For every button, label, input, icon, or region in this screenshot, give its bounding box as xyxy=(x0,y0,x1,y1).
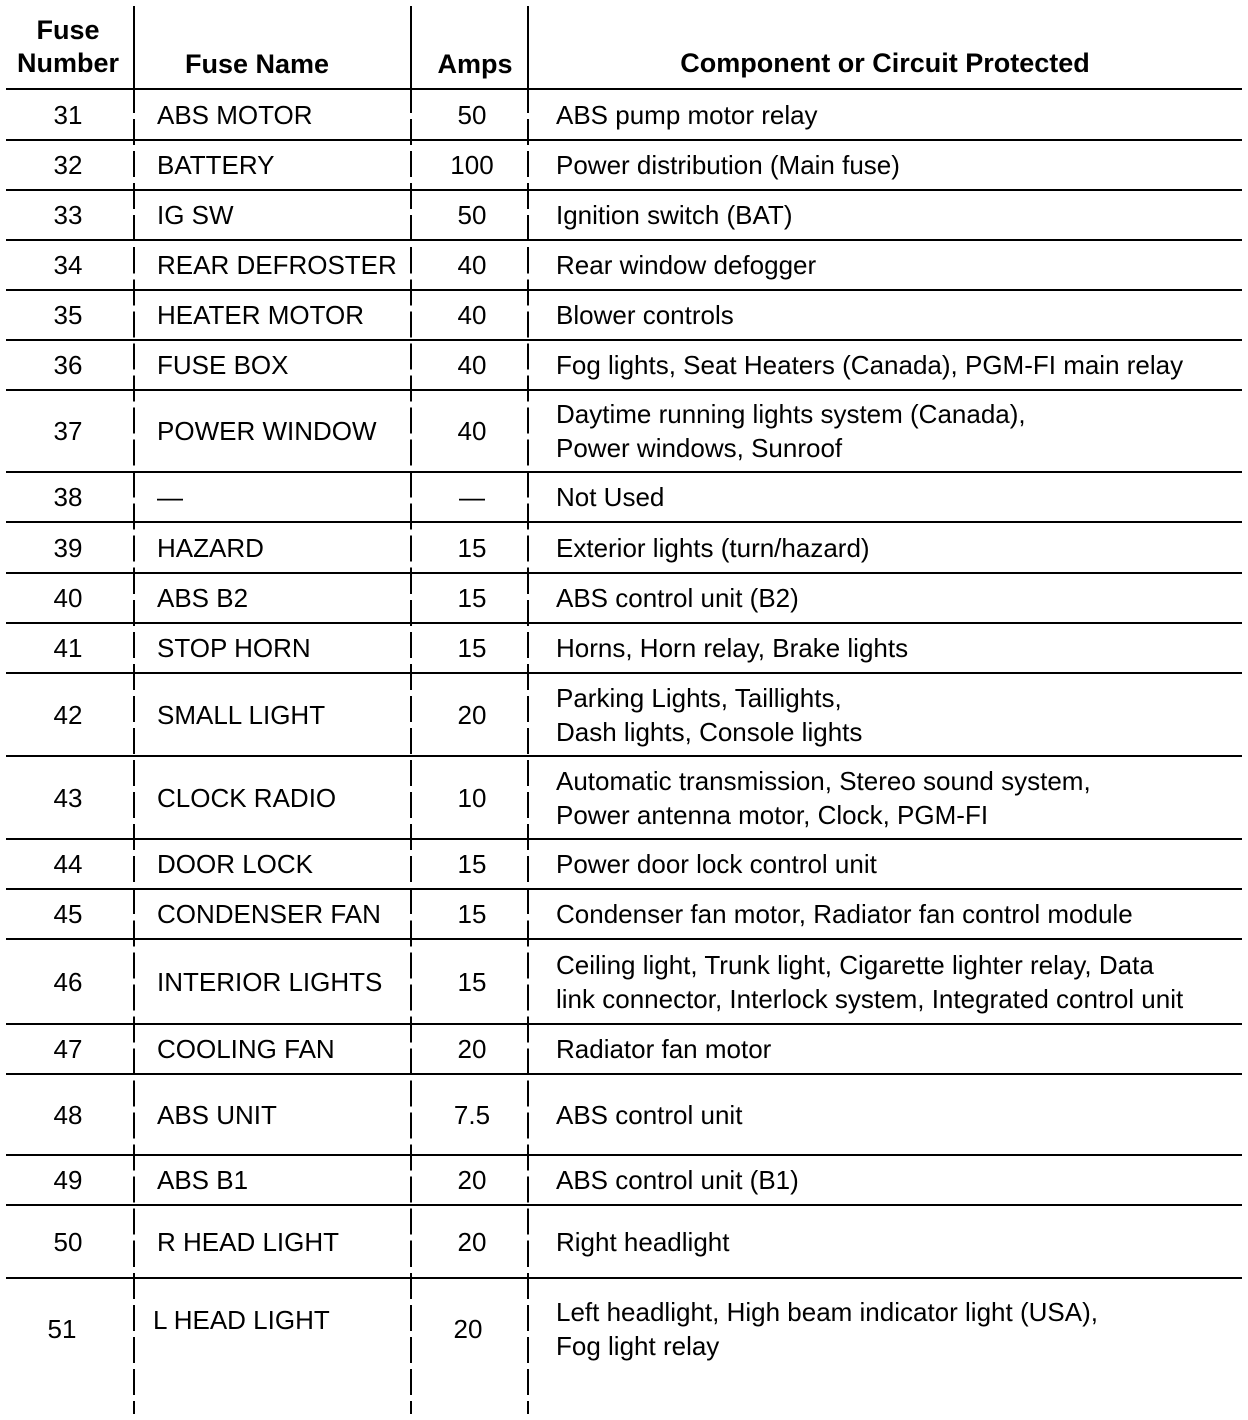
fuse-amps: 100 xyxy=(450,150,494,180)
component-line: ABS pump motor relay xyxy=(556,99,818,130)
fuse-name: IG SW xyxy=(157,200,234,230)
component-line: Exterior lights (turn/hazard) xyxy=(556,532,870,563)
fuse-number: 50 xyxy=(53,1226,83,1257)
table-row xyxy=(0,523,1248,572)
header-component-text: Component or Circuit Protected xyxy=(680,48,1090,78)
table-row xyxy=(0,1206,1248,1277)
table-row xyxy=(0,90,1248,139)
fuse-component xyxy=(556,840,1236,888)
component-line: Rear window defogger xyxy=(556,250,817,280)
component-line: Condenser fan motor, Radiator fan control module xyxy=(556,899,1133,929)
fuse-component xyxy=(556,90,1236,139)
fuse-amps: 15 xyxy=(457,583,487,613)
component-line: Daytime running lights system (Canada), xyxy=(556,399,1026,429)
table-row xyxy=(0,391,1248,471)
fuse-number: 40 xyxy=(53,583,83,613)
fuse-component xyxy=(556,890,1236,938)
component-line: Ceiling light, Trunk light, Cigarette lighter relay, Data xyxy=(556,949,1154,980)
fuse-component xyxy=(556,674,1236,755)
fuse-component xyxy=(556,1025,1236,1073)
fuse-amps: 50 xyxy=(457,99,487,130)
component-line: ABS control unit (B2) xyxy=(556,583,799,613)
fuse-name: — xyxy=(157,482,183,512)
table-row xyxy=(0,1279,1248,1379)
fuse-amps: 15 xyxy=(457,849,487,879)
fuse-amps: 40 xyxy=(457,350,487,380)
fuse-name: SMALL LIGHT xyxy=(157,699,326,730)
fuse-name: ABS UNIT xyxy=(157,1099,277,1130)
table-row xyxy=(0,341,1248,389)
component-line: Right headlight xyxy=(556,1226,730,1257)
fuse-name: INTERIOR LIGHTS xyxy=(157,966,383,997)
fuse-amps: 40 xyxy=(457,250,487,280)
fuse-amps: 15 xyxy=(457,966,487,997)
fuse-number: 48 xyxy=(53,1099,83,1130)
fuse-name: DOOR LOCK xyxy=(157,849,314,879)
component-line: Power door lock control unit xyxy=(556,849,877,879)
fuse-number: 45 xyxy=(53,899,83,929)
fuse-number: 49 xyxy=(53,1165,83,1195)
table-row xyxy=(0,757,1248,838)
component-line: Blower controls xyxy=(556,300,734,330)
fuse-amps: 15 xyxy=(457,633,487,663)
fuse-component xyxy=(556,624,1236,672)
header-divider-1 xyxy=(133,6,135,88)
fuse-number: 44 xyxy=(53,849,83,879)
fuse-number: 33 xyxy=(53,200,83,230)
header-divider-3 xyxy=(527,6,529,88)
fuse-component xyxy=(556,241,1236,289)
fuse-name: ABS B2 xyxy=(157,583,249,613)
table-row xyxy=(0,1156,1248,1204)
fuse-number: 43 xyxy=(53,782,83,813)
fuse-number: 51 xyxy=(47,1314,77,1344)
fuse-amps: 20 xyxy=(457,1034,487,1064)
fuse-number: 41 xyxy=(53,633,83,663)
component-line: Parking Lights, Taillights, xyxy=(556,682,842,713)
fuse-number: 36 xyxy=(53,350,83,380)
fuse-name: REAR DEFROSTER xyxy=(157,250,397,280)
table-row xyxy=(0,1075,1248,1154)
fuse-number: 34 xyxy=(53,250,83,280)
header-fuse-name-text: Fuse Name xyxy=(184,49,330,79)
component-line: Power windows, Sunroof xyxy=(556,433,843,463)
fuse-name: R HEAD LIGHT xyxy=(157,1226,340,1257)
fuse-number: 46 xyxy=(53,966,83,997)
header-fuse-number-text: Fuse Number xyxy=(16,15,119,78)
fuse-name: STOP HORN xyxy=(157,633,311,663)
component-line: Fog lights, Seat Heaters (Canada), PGM-FI main relay xyxy=(556,350,1184,380)
fuse-name: CONDENSER FAN xyxy=(157,899,381,929)
fuse-amps: 7.5 xyxy=(453,1099,491,1130)
fuse-component xyxy=(556,940,1236,1023)
fuse-number: 32 xyxy=(53,150,83,180)
header-fuse-number xyxy=(10,14,126,80)
component-line: Power distribution (Main fuse) xyxy=(556,150,900,180)
fuse-number: 42 xyxy=(53,699,83,730)
component-line: Dash lights, Console lights xyxy=(556,716,863,747)
component-line: link connector, Interlock system, Integrated control unit xyxy=(556,983,1184,1014)
fuse-name: FUSE BOX xyxy=(157,350,289,380)
fuse-name: COOLING FAN xyxy=(157,1034,335,1064)
fuse-name: POWER WINDOW xyxy=(157,416,377,446)
fuse-amps: 40 xyxy=(457,300,487,330)
header-component xyxy=(536,47,1234,80)
fuse-component xyxy=(556,341,1236,389)
fuse-component xyxy=(556,1075,1236,1154)
fuse-name: L HEAD LIGHT xyxy=(153,1305,330,1335)
component-line: Ignition switch (BAT) xyxy=(556,200,793,230)
table-row xyxy=(0,890,1248,938)
fuse-component xyxy=(556,391,1236,471)
fuse-amps: 15 xyxy=(457,532,487,563)
fuse-name: HAZARD xyxy=(157,532,264,563)
component-line: Automatic transmission, Stereo sound system, xyxy=(556,765,1091,796)
component-line: Power antenna motor, Clock, PGM-FI xyxy=(556,799,989,830)
fuse-amps: 20 xyxy=(457,1226,487,1257)
table-row xyxy=(0,624,1248,672)
fuse-name: ABS B1 xyxy=(157,1165,249,1195)
fuse-component xyxy=(556,141,1236,189)
fuse-component xyxy=(556,574,1236,622)
fuse-component xyxy=(556,191,1236,239)
fuse-amps: 50 xyxy=(457,200,487,230)
component-line: ABS control unit (B1) xyxy=(556,1165,799,1195)
fuse-name: BATTERY xyxy=(157,150,275,180)
fuse-component xyxy=(556,757,1236,838)
table-row xyxy=(0,473,1248,521)
table-row xyxy=(0,291,1248,339)
table-row xyxy=(0,940,1248,1023)
table-row xyxy=(0,1025,1248,1073)
table-row xyxy=(0,840,1248,888)
component-line: Not Used xyxy=(556,482,665,512)
component-line: Horns, Horn relay, Brake lights xyxy=(556,633,909,663)
fuse-number: 47 xyxy=(53,1034,83,1064)
fuse-name: CLOCK RADIO xyxy=(157,782,337,813)
component-line: ABS control unit xyxy=(556,1099,743,1130)
fuse-number: 38 xyxy=(53,482,83,512)
fuse-amps: 20 xyxy=(457,699,487,730)
fuse-amps: 15 xyxy=(457,899,487,929)
fuse-number: 31 xyxy=(53,99,83,130)
header-amps xyxy=(414,48,536,81)
fuse-amps: 10 xyxy=(457,782,487,813)
table-row xyxy=(0,191,1248,239)
fuse-amps: — xyxy=(459,482,485,512)
fuse-component xyxy=(556,523,1236,572)
fuse-component xyxy=(556,1279,1236,1379)
fuse-amps: 40 xyxy=(457,416,487,446)
fuse-amps: 20 xyxy=(453,1314,483,1344)
fuse-component xyxy=(556,1206,1236,1277)
fuse-name: HEATER MOTOR xyxy=(157,300,365,330)
header-amps-text: Amps xyxy=(437,49,513,79)
table-row xyxy=(0,241,1248,289)
component-line: Left headlight, High beam indicator light (USA), xyxy=(556,1297,1098,1327)
fuse-number: 35 xyxy=(53,300,83,330)
fuse-amps: 20 xyxy=(457,1165,487,1195)
fuse-number: 37 xyxy=(53,416,83,446)
fuse-name: ABS MOTOR xyxy=(157,99,313,130)
component-line: Fog light relay xyxy=(556,1331,720,1361)
header-divider-2 xyxy=(410,6,412,88)
table-row xyxy=(0,674,1248,755)
fuse-component xyxy=(556,291,1236,339)
fuse-component xyxy=(556,1156,1236,1204)
fuse-component xyxy=(556,473,1236,521)
component-line: Radiator fan motor xyxy=(556,1034,772,1064)
table-row xyxy=(0,141,1248,189)
header-fuse-name xyxy=(140,48,374,81)
table-row xyxy=(0,574,1248,622)
fuse-number: 39 xyxy=(53,532,83,563)
